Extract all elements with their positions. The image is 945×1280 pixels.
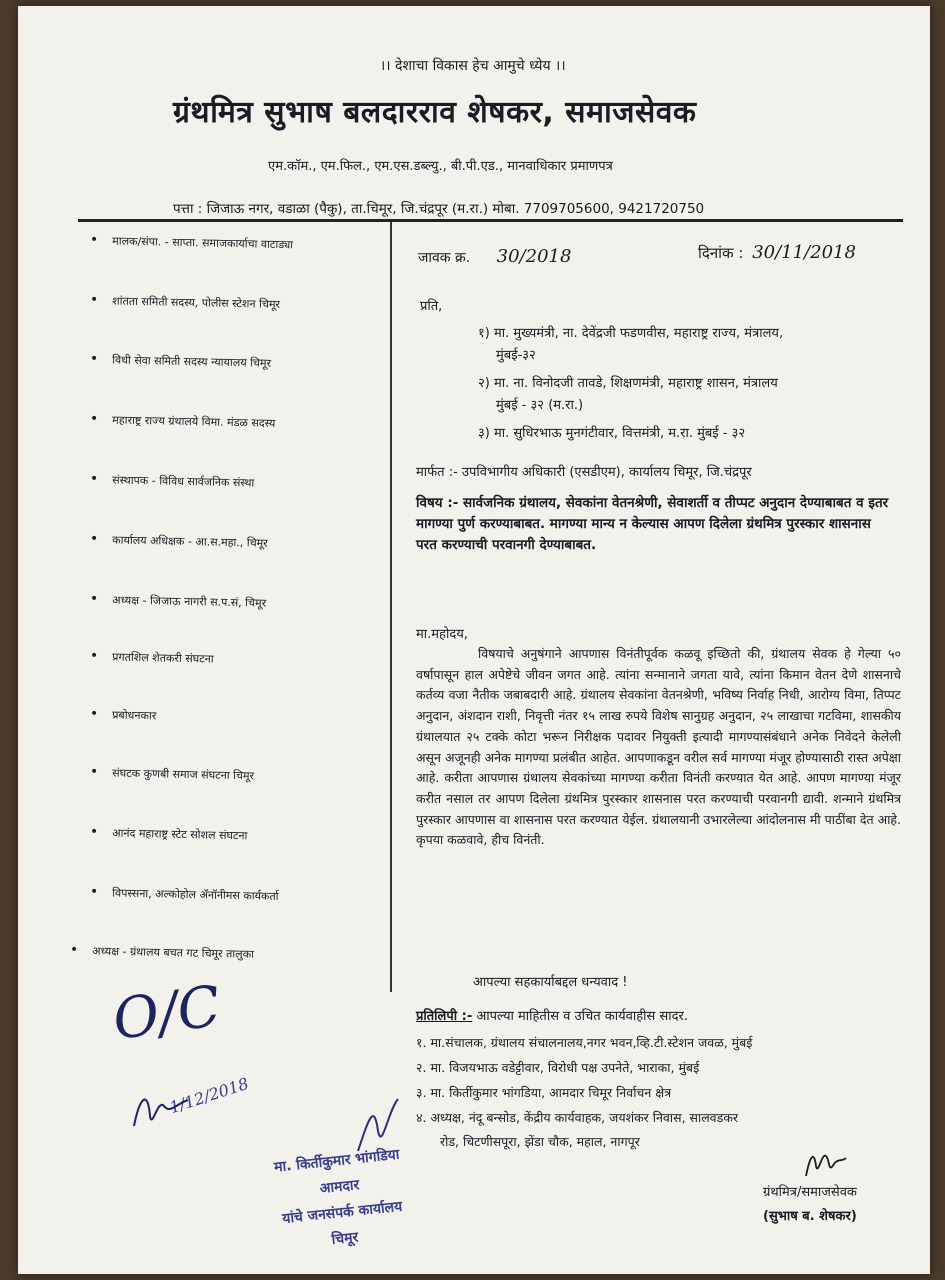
sidebar-item: • अध्यक्ष - ग्रंथालय बचत गट चिमूर तालुका: [69, 942, 255, 961]
signatory-role: ग्रंथमित्र/समाजसेवक: [763, 1185, 857, 1200]
motto: ।। देशाचा विकास हेच आमुचे ध्येय ।।: [380, 58, 566, 74]
sidebar-item: • कार्यालय अधिक्षक - आ.स.महा., चिमूर: [89, 531, 268, 550]
copy-to-item: २. मा. विजयभाऊ वडेट्टीवार, विरोधी पक्ष उपनेते, भाराका, मुंबई: [416, 1060, 700, 1075]
column-divider: [390, 222, 392, 992]
letterhead-name: ग्रंथमित्र सुभाष बलदारराव शेषकर, समाजसेवक: [173, 95, 697, 130]
via-line: मार्फत :- उपविभागीय अधिकारी (एसडीएम), कार्यालय चिमूर, जि.चंद्रपूर: [416, 465, 752, 480]
sidebar-item: • विपस्सना, अल्कोहोल ॲनॉनीमस कार्यकर्ता: [89, 884, 279, 903]
office-stamp: मा. किर्तीकुमार भांगडिया आमदार यांचे जनसंपर्क कार्यालय चिमूर: [273, 1146, 403, 1249]
sidebar-item: • महाराष्ट्र राज्य ग्रंथालये विमा. मंडळ सदस्य: [89, 411, 276, 430]
letter-body: विषयाचे अनुषंगाने आपणास विनंतीपूर्वक कळवू इच्छितो की, ग्रंथालय सेवक हे गेल्या ५० वर्षापासून हाल अपेष्टेचे जीवन जगत आहे. त्यांना सन्मानाने जगता यावे, त्यांना किमान वेतन देणे शासनाचे कर्तव्य वजा नैतीक जबाबदारी आहे. ग्रंथालय सेवकांना वेतनश्रेणी, भविष्य निर्वाह निधी, आरोग्य विमा, तिप्पट अनुदान, अंशदान राशी, निवृत्ती नंतर १५ लाख रुपये विशेष सानुग्रह अनुदान, २५ लाखाचा गटविमा, शासकीय ग्रंथालयात २५ टक्के कोटा भरून निरीक्षक पदावर नियुक्ती इत्यादी मागण्यासंबंधाने अनेक निवेदने केलेली असून अजूनही अनेक मागण्या प्रलंबीत आहेत. आपणाकडून वरील सर्व मागण्या मंजूर होण्यासाठी रास्त अपेक्षा आहे. करीता आपणास ग्रंथालय सेवकांच्या मागण्या करीता विनंती करण्यात येत आहे. आपण मागण्या मंजूर करीत नसाल तर आपण दिलेला ग्रंथमित्र पुरस्कार शासनास परत करण्याची परवानगी द्यावी. शन्माने ग्रंथमित्र पुरस्कार आपणास वा शासनास परत करण्यात येईल. ग्रंथालयानी उभारलेल्या आंदोलनास मी पाठींबा देत आहे. कृपया कळवावे, हीच विनंती.: [416, 646, 901, 848]
recipient-line: मुंबई-३२: [496, 348, 536, 363]
sidebar-item: • प्रगतशिल शेतकरी संघटना: [89, 648, 214, 666]
sidebar-item: • आनंद महाराष्ट्र स्टेट सोशल संघटना: [89, 824, 248, 843]
recipient-line: मुंबई - ३२ (म.रा.): [496, 398, 584, 413]
copy-to-heading: प्रतिलिपी :- आपल्या माहितीस व उचित कार्यवाहीस सादर.: [416, 1009, 688, 1024]
subject: विषय :- सार्वजनिक ग्रंथालय, सेवकांना वेतनश्रेणी, सेवाशर्ती व तीप्पट अनुदान देण्याबाबत व इतर मागण्या पुर्ण करण्याबाबत. मागण्या मान्य न केल्यास आपण दिलेला ग्रंथमित्र पुरस्कार शासनास परत करण्याची परवानगी देण्याबाबत.: [416, 495, 889, 553]
qualifications: एम.कॉम., एम.फिल., एम.एस.डब्ल्यु., बी.पी.एड., मानवाधिकार प्रमाणपत्र: [268, 159, 613, 174]
header-divider: [78, 219, 903, 222]
salutation-to: प्रति,: [420, 299, 443, 314]
sidebar-item: • अध्यक्ष - जिजाऊ नागरी स.प.सं, चिमूर: [89, 591, 267, 610]
reference-number: जावक क्र. 30/2018: [418, 246, 572, 267]
sidebar-item: • विधी सेवा समिती सदस्य न्यायालय चिमूर: [89, 351, 272, 370]
greeting: मा.महोदय,: [416, 627, 468, 642]
oc-handwritten-mark: O/C: [109, 973, 225, 1054]
sidebar-item: • मालक/संपा. - साप्ता. समाजकार्याचा वाटाड्या: [89, 232, 294, 252]
recipient-line: १) मा. मुख्यमंत्री, ना. देवेंद्रजी फडणवीस, महाराष्ट्र राज्य, मंत्रालय,: [478, 326, 784, 341]
recipient-line: २) मा. ना. विनोदजी तावडे, शिक्षणमंत्री, महाराष्ट्र शासन, मंत्रालय: [478, 376, 778, 391]
thanks-line: आपल्या सहकार्याबद्दल धन्यवाद !: [473, 975, 628, 990]
copy-to-item: रोड, चिटणीसपूरा, झेंडा चौक, महाल, नागपूर: [440, 1134, 640, 1149]
copy-to-item: ४. अध्यक्ष, नंदू बन्सोड, केंद्रीय कार्यवाहक, जयशंकर निवास, सालवडकर: [416, 1110, 739, 1125]
letter-date: दिनांक : 30/11/2018: [698, 242, 856, 263]
recipient-line: ३) मा. सुधिरभाऊ मुनगंटीवार, वित्तमंत्री, म.रा. मुंबई - ३२: [478, 426, 746, 441]
letter-page: [18, 6, 930, 1274]
received-date-mark: 1/12/2018: [167, 1073, 251, 1118]
sidebar-item: • संघटक कुणबी समाज संघटना चिमूर: [89, 764, 255, 783]
sidebar-item: • संस्थापक - विविध सार्वजनिक संस्था: [89, 471, 255, 490]
signature-mark: [798, 1146, 858, 1182]
signatory-name: (सुभाष ब. शेषकर): [763, 1209, 857, 1224]
sidebar-item: • शांतता समिती सदस्य, पोलीस स्टेशन चिमूर: [89, 292, 281, 311]
received-signature-mark: [128, 1086, 198, 1136]
copy-to-item: १. मा.संचालक, ग्रंथालय संचालनालय,नगर भवन,व्हि.टी.स्टेशन जवळ, मुंबई: [416, 1035, 753, 1050]
sidebar-item: • प्रबोधनकार: [89, 706, 157, 723]
address: पत्ता : जिजाऊ नगर, वडाळा (पैकु), ता.चिमूर, जि.चंद्रपूर (म.रा.) मोबा. 7709705600, 9421720750: [173, 201, 705, 217]
copy-to-item: ३. मा. किर्तीकुमार भांगडिया, आमदार चिमूर निर्वाचन क्षेत्र: [416, 1085, 672, 1100]
